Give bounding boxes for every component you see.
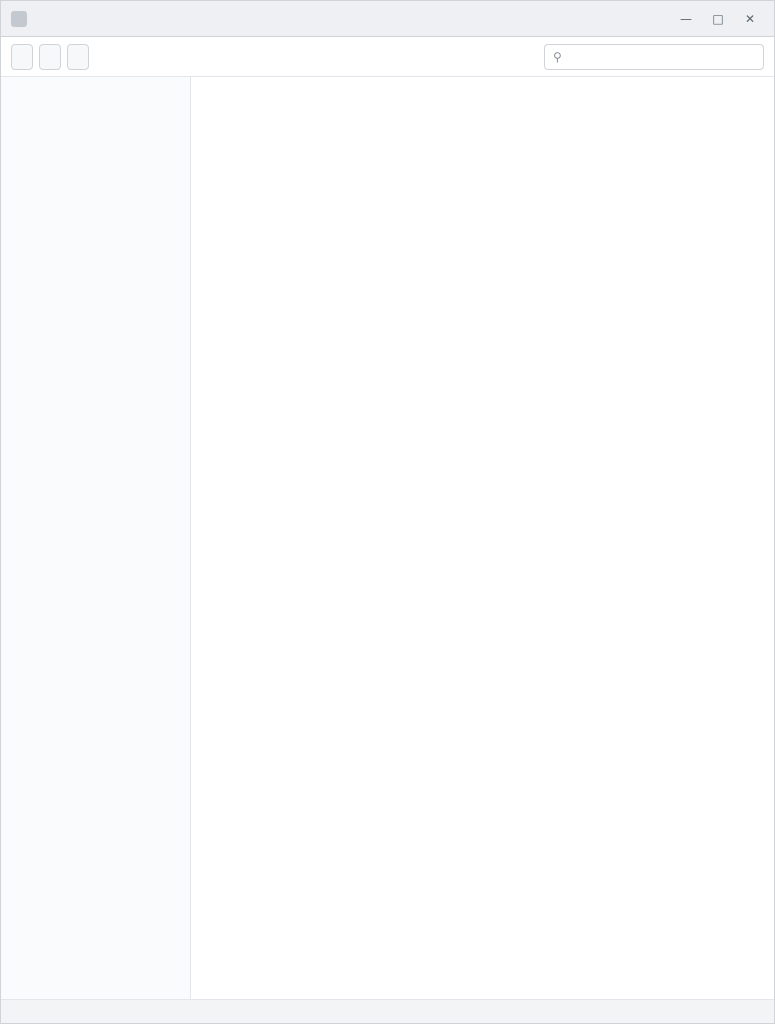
title-bar xyxy=(1,1,774,37)
sidebar-item[interactable] xyxy=(1,97,190,127)
minimize-button[interactable] xyxy=(672,8,700,30)
sidebar xyxy=(1,77,191,999)
toolbar-button-1[interactable] xyxy=(11,44,33,70)
minimize-icon: — xyxy=(680,11,692,26)
toolbar-button-2[interactable] xyxy=(39,44,61,70)
close-icon: ✕ xyxy=(744,11,756,26)
status-bar xyxy=(1,999,774,1023)
search-icon: ⚲ xyxy=(553,49,562,64)
sidebar-heading xyxy=(1,85,190,97)
maximize-icon: □ xyxy=(712,11,724,26)
search-input[interactable] xyxy=(568,49,755,65)
sidebar-item[interactable] xyxy=(1,157,190,187)
main-area xyxy=(1,77,774,999)
toolbar-button-3[interactable] xyxy=(67,44,89,70)
sidebar-item[interactable] xyxy=(1,187,190,217)
search-box xyxy=(544,44,764,70)
close-button[interactable] xyxy=(736,8,764,30)
main-content xyxy=(191,77,774,999)
sidebar-item[interactable] xyxy=(1,127,190,157)
toolbar xyxy=(1,37,774,77)
maximize-button[interactable] xyxy=(704,8,732,30)
window-controls xyxy=(672,8,764,30)
app-icon xyxy=(11,11,27,27)
sidebar-list xyxy=(1,97,190,217)
